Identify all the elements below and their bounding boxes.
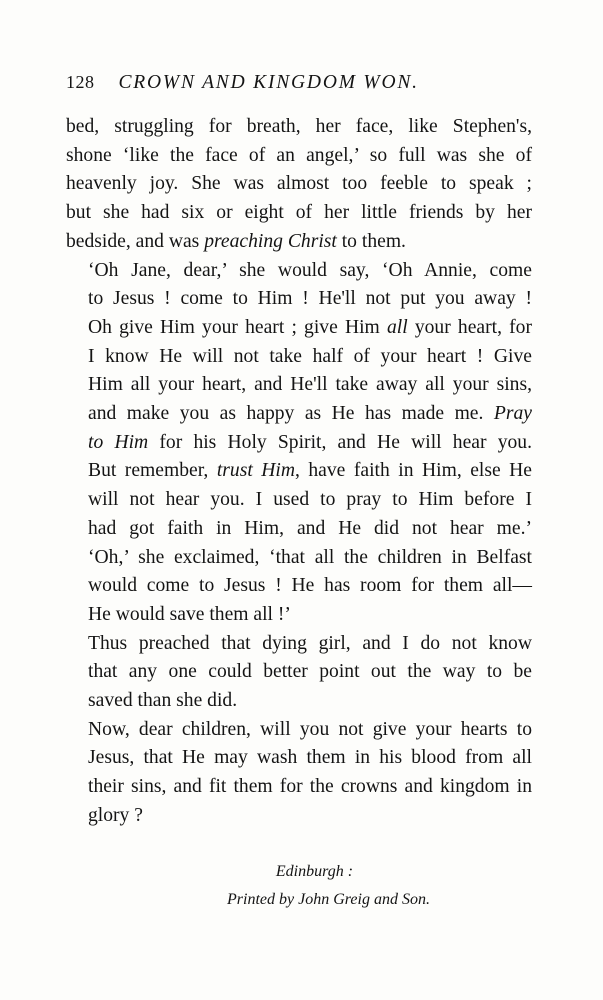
text-run: Jesus, that He may wash them in his blood from all xyxy=(88,747,532,769)
text-run: bedside, and was xyxy=(66,230,205,252)
text-run: Now, dear children, will you not give your hearts to xyxy=(88,718,532,740)
text-line xyxy=(66,802,532,831)
paragraph xyxy=(66,630,532,716)
text-line xyxy=(66,601,532,630)
text-run: but she had six or eight of her little friends by her xyxy=(66,202,532,224)
text-line xyxy=(66,630,532,659)
text-run: that any one could better point out the way to be xyxy=(88,661,532,683)
text-run: shone ‘like the face of an angel,’ so full was she of xyxy=(66,144,532,166)
text-run: Oh give Him your heart ; give Him xyxy=(88,316,387,338)
text-run: heavenly joy. She was almost too feeble to speak ; xyxy=(66,173,532,195)
text-line xyxy=(66,371,532,400)
text-line xyxy=(66,773,532,802)
paragraph xyxy=(66,257,532,630)
emphasis: to Him xyxy=(88,431,149,453)
text-run: ‘Oh,’ she exclaimed, ‘that all the children in Belfast xyxy=(88,546,532,568)
text-run: had got faith in Him, and He did not hear me.’ xyxy=(88,517,532,539)
emphasis: all xyxy=(386,316,408,338)
text-line xyxy=(66,142,532,171)
page-header xyxy=(66,72,537,94)
emphasis: preaching Christ xyxy=(204,230,337,252)
text-run: , have faith in Him, else He xyxy=(295,460,533,482)
printer-imprint xyxy=(0,858,603,914)
text-run: will not hear you. I used to pray to Him before I xyxy=(88,489,532,511)
text-run: I know He will not take half of your heart ! Give xyxy=(88,345,532,367)
text-line xyxy=(66,199,532,228)
paragraph xyxy=(66,716,532,831)
text-line xyxy=(66,658,532,687)
text-run: to them. xyxy=(336,230,406,252)
text-line xyxy=(66,314,532,343)
text-line xyxy=(66,544,532,573)
text-line xyxy=(66,257,532,286)
text-line xyxy=(66,515,532,544)
paragraph xyxy=(66,113,532,257)
text-line xyxy=(66,170,532,199)
text-run: He would save them all !’ xyxy=(88,603,291,625)
emphasis: trust Him xyxy=(216,460,295,482)
text-run: saved than she did. xyxy=(88,690,238,712)
text-run: glory ? xyxy=(88,804,143,826)
text-run: But remember, xyxy=(88,460,217,482)
text-run: would come to Jesus ! He has room for them all— xyxy=(88,575,532,597)
text-line xyxy=(66,343,532,372)
page-number: 128 xyxy=(66,72,95,92)
text-run: their sins, and fit them for the crowns and kingdom in xyxy=(88,776,532,798)
text-line xyxy=(66,687,532,716)
text-run: and make you as happy as He has made me. xyxy=(88,403,494,425)
text-line xyxy=(66,113,532,142)
text-line xyxy=(66,486,532,515)
text-run: for his Holy Spirit, and He will hear you. xyxy=(148,431,532,453)
text-line xyxy=(66,285,532,314)
text-run: Him all your heart, and He'll take away all your sins, xyxy=(88,374,532,396)
text-run: ‘Oh Jane, dear,’ she would say, ‘Oh Annie, come xyxy=(88,259,532,281)
text-line xyxy=(66,429,532,458)
imprint-printer: Printed by John Greig and Son. xyxy=(227,891,430,908)
running-title: CROWN AND KINGDOM WON. xyxy=(118,72,419,93)
emphasis: Pray xyxy=(493,403,532,425)
text-line xyxy=(66,716,532,745)
text-run: your heart, for xyxy=(407,316,533,338)
text-line xyxy=(66,457,532,486)
text-run: bed, struggling for breath, her face, like Stephen's, xyxy=(66,116,532,137)
body-text xyxy=(66,113,532,831)
text-run: to Jesus ! come to Him ! He'll not put you away ! xyxy=(88,288,532,310)
text-run: Thus preached that dying girl, and I do not know xyxy=(88,632,532,654)
text-line xyxy=(66,572,532,601)
text-line xyxy=(66,400,532,429)
text-line xyxy=(66,744,532,773)
imprint-place: Edinburgh : xyxy=(275,863,354,880)
text-line xyxy=(66,228,532,257)
